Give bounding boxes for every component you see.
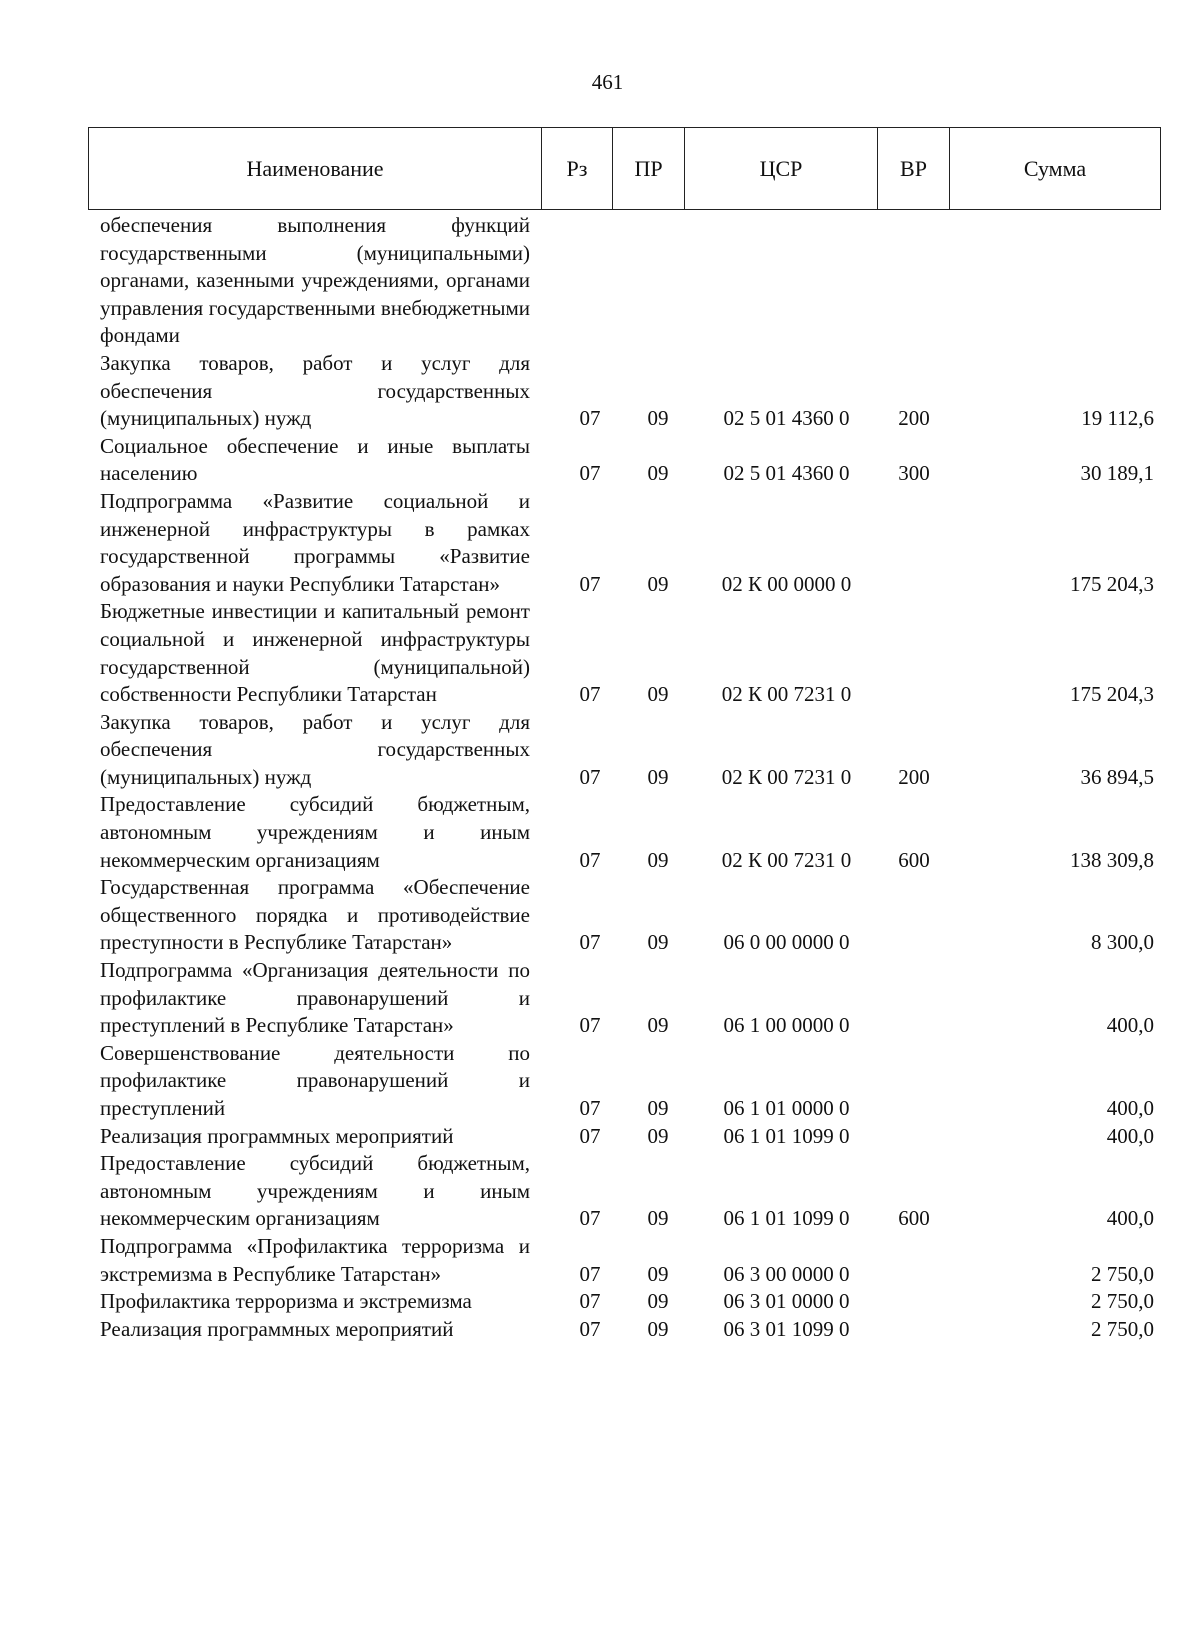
row-pr: 09 bbox=[647, 571, 669, 596]
row-vr: 200 bbox=[898, 406, 930, 431]
row-name: Реализация программных мероприятий bbox=[100, 1316, 454, 1341]
row-rz: 07 bbox=[579, 682, 601, 707]
row-pr: 09 bbox=[647, 1013, 669, 1038]
row-sum: 400,0 bbox=[1106, 1123, 1154, 1148]
row-sum: 2 750,0 bbox=[1091, 1316, 1154, 1341]
row-rz: 07 bbox=[579, 1289, 601, 1314]
table-row bbox=[100, 709, 1160, 792]
row-csr: 06 1 01 0000 0 bbox=[723, 1096, 850, 1120]
row-csr: 06 1 01 1099 0 bbox=[723, 1123, 850, 1148]
table-row bbox=[100, 212, 1160, 350]
table-row bbox=[100, 1288, 1160, 1316]
table-row bbox=[100, 598, 1160, 708]
row-csr: 02 5 01 4360 0 bbox=[723, 461, 850, 486]
row-pr: 09 bbox=[647, 1123, 669, 1148]
row-rz: 07 bbox=[579, 1316, 601, 1341]
row-name: Реализация программных мероприятий bbox=[100, 1123, 454, 1148]
row-csr: 06 1 00 0000 0 bbox=[723, 1013, 850, 1038]
row-csr: 02 5 01 4360 0 bbox=[723, 406, 850, 431]
header-vr: ВР bbox=[878, 128, 950, 209]
row-name: Предоставление субсидий бюджетным, автономным учреждениям и иным некоммерческим организациям bbox=[100, 792, 530, 872]
row-name: Закупка товаров, работ и услуг для обеспечения государственных (муниципальных) нужд bbox=[100, 350, 530, 431]
table-row bbox=[100, 433, 1160, 488]
table-row bbox=[100, 1316, 1160, 1344]
row-pr: 09 bbox=[647, 682, 669, 707]
row-rz: 07 bbox=[579, 406, 601, 431]
header-rz: Рз bbox=[542, 128, 613, 209]
row-rz: 07 bbox=[579, 1096, 601, 1120]
table-body bbox=[100, 212, 1160, 1343]
row-sum: 8 300,0 bbox=[1091, 930, 1154, 955]
row-csr: 02 К 00 7231 0 bbox=[721, 682, 852, 707]
table-row bbox=[100, 874, 1160, 957]
row-csr: 06 3 00 0000 0 bbox=[723, 1261, 850, 1286]
row-sum: 400,0 bbox=[1106, 1013, 1154, 1038]
header-name: Наименование bbox=[89, 128, 542, 209]
row-name: Закупка товаров, работ и услуг для обеспечения государственных (муниципальных) нужд bbox=[100, 709, 530, 789]
row-sum: 36 894,5 bbox=[1080, 764, 1154, 789]
table-row bbox=[100, 488, 1160, 598]
table-row bbox=[100, 1040, 1160, 1123]
row-name: Совершенствование деятельности по профилактике правонарушений и преступлений bbox=[100, 1040, 530, 1120]
row-csr: 06 0 00 0000 0 bbox=[723, 930, 850, 955]
row-pr: 09 bbox=[647, 1261, 669, 1286]
row-name: Подпрограмма «Развитие социальной и инженерной инфраструктуры в рамках государственной программы «Развитие образования и науки Республики Татарстан» bbox=[100, 488, 530, 596]
row-name: Подпрограмма «Профилактика терроризма и экстремизма в Республике Татарстан» bbox=[100, 1233, 530, 1286]
row-rz: 07 bbox=[579, 571, 601, 596]
row-pr: 09 bbox=[647, 1289, 669, 1314]
row-rz: 07 bbox=[579, 847, 601, 872]
row-sum: 19 112,6 bbox=[1081, 406, 1154, 431]
row-sum: 30 189,1 bbox=[1080, 461, 1154, 486]
row-pr: 09 bbox=[647, 1206, 669, 1231]
row-name: Бюджетные инвестиции и капитальный ремонт социальной и инженерной инфраструктуры государственной (муниципальной) собственности Республики Татарстан bbox=[100, 599, 530, 707]
row-rz: 07 bbox=[579, 461, 601, 486]
row-pr: 09 bbox=[647, 930, 669, 955]
row-pr: 09 bbox=[647, 1316, 669, 1341]
row-pr: 09 bbox=[647, 461, 669, 486]
row-csr: 02 К 00 7231 0 bbox=[721, 764, 852, 789]
row-name: Подпрограмма «Организация деятельности по профилактике правонарушений и преступлений в Республике Татарстан» bbox=[100, 958, 530, 1038]
table-header bbox=[88, 127, 1161, 210]
row-csr: 06 1 01 1099 0 bbox=[723, 1206, 850, 1231]
table-row bbox=[100, 1233, 1160, 1288]
row-rz: 07 bbox=[579, 1206, 601, 1231]
row-pr: 09 bbox=[647, 1096, 669, 1120]
header-pr: ПР bbox=[613, 128, 685, 209]
table-row bbox=[100, 957, 1160, 1040]
row-name: Профилактика терроризма и экстремизма bbox=[100, 1289, 472, 1314]
row-rz: 07 bbox=[579, 1123, 601, 1148]
row-csr: 02 К 00 7231 0 bbox=[721, 847, 852, 872]
row-rz: 07 bbox=[579, 930, 601, 955]
table-row bbox=[100, 1123, 1160, 1151]
table-row bbox=[100, 1150, 1160, 1233]
row-vr: 600 bbox=[898, 1206, 930, 1231]
row-vr: 300 bbox=[898, 461, 930, 486]
row-sum: 175 204,3 bbox=[1070, 571, 1154, 596]
row-sum: 400,0 bbox=[1106, 1096, 1154, 1120]
row-rz: 07 bbox=[579, 1261, 601, 1286]
row-sum: 138 309,8 bbox=[1070, 847, 1154, 872]
row-pr: 09 bbox=[647, 406, 669, 431]
table-row bbox=[100, 350, 1160, 433]
row-sum: 175 204,3 bbox=[1070, 682, 1154, 707]
row-csr: 02 К 00 0000 0 bbox=[721, 571, 852, 596]
row-csr: 06 3 01 1099 0 bbox=[723, 1316, 850, 1341]
row-vr: 600 bbox=[898, 847, 930, 872]
page-number: 461 bbox=[591, 70, 624, 94]
row-name: Социальное обеспечение и иные выплаты населению bbox=[100, 433, 530, 486]
row-rz: 07 bbox=[579, 764, 601, 789]
row-rz: 07 bbox=[579, 1013, 601, 1038]
row-csr: 06 3 01 0000 0 bbox=[723, 1289, 850, 1314]
row-sum: 2 750,0 bbox=[1091, 1261, 1154, 1286]
row-sum: 400,0 bbox=[1106, 1206, 1154, 1231]
header-sum: Сумма bbox=[1023, 155, 1087, 181]
row-name: Государственная программа «Обеспечение общественного порядка и противодействие преступности в Республике Татарстан» bbox=[100, 875, 530, 955]
row-pr: 09 bbox=[647, 847, 669, 872]
row-sum: 2 750,0 bbox=[1091, 1289, 1154, 1314]
row-name: Предоставление субсидий бюджетным, автономным учреждениям и иным некоммерческим организациям bbox=[100, 1151, 530, 1231]
row-vr: 200 bbox=[898, 764, 930, 789]
header-csr: ЦСР bbox=[685, 128, 878, 209]
row-name: обеспечения выполнения функций государственными (муниципальными) органами, казенными учреждениями, органами управления государственными внебюджетными фондами bbox=[100, 213, 530, 348]
table-row bbox=[100, 791, 1160, 874]
row-pr: 09 bbox=[647, 764, 669, 789]
